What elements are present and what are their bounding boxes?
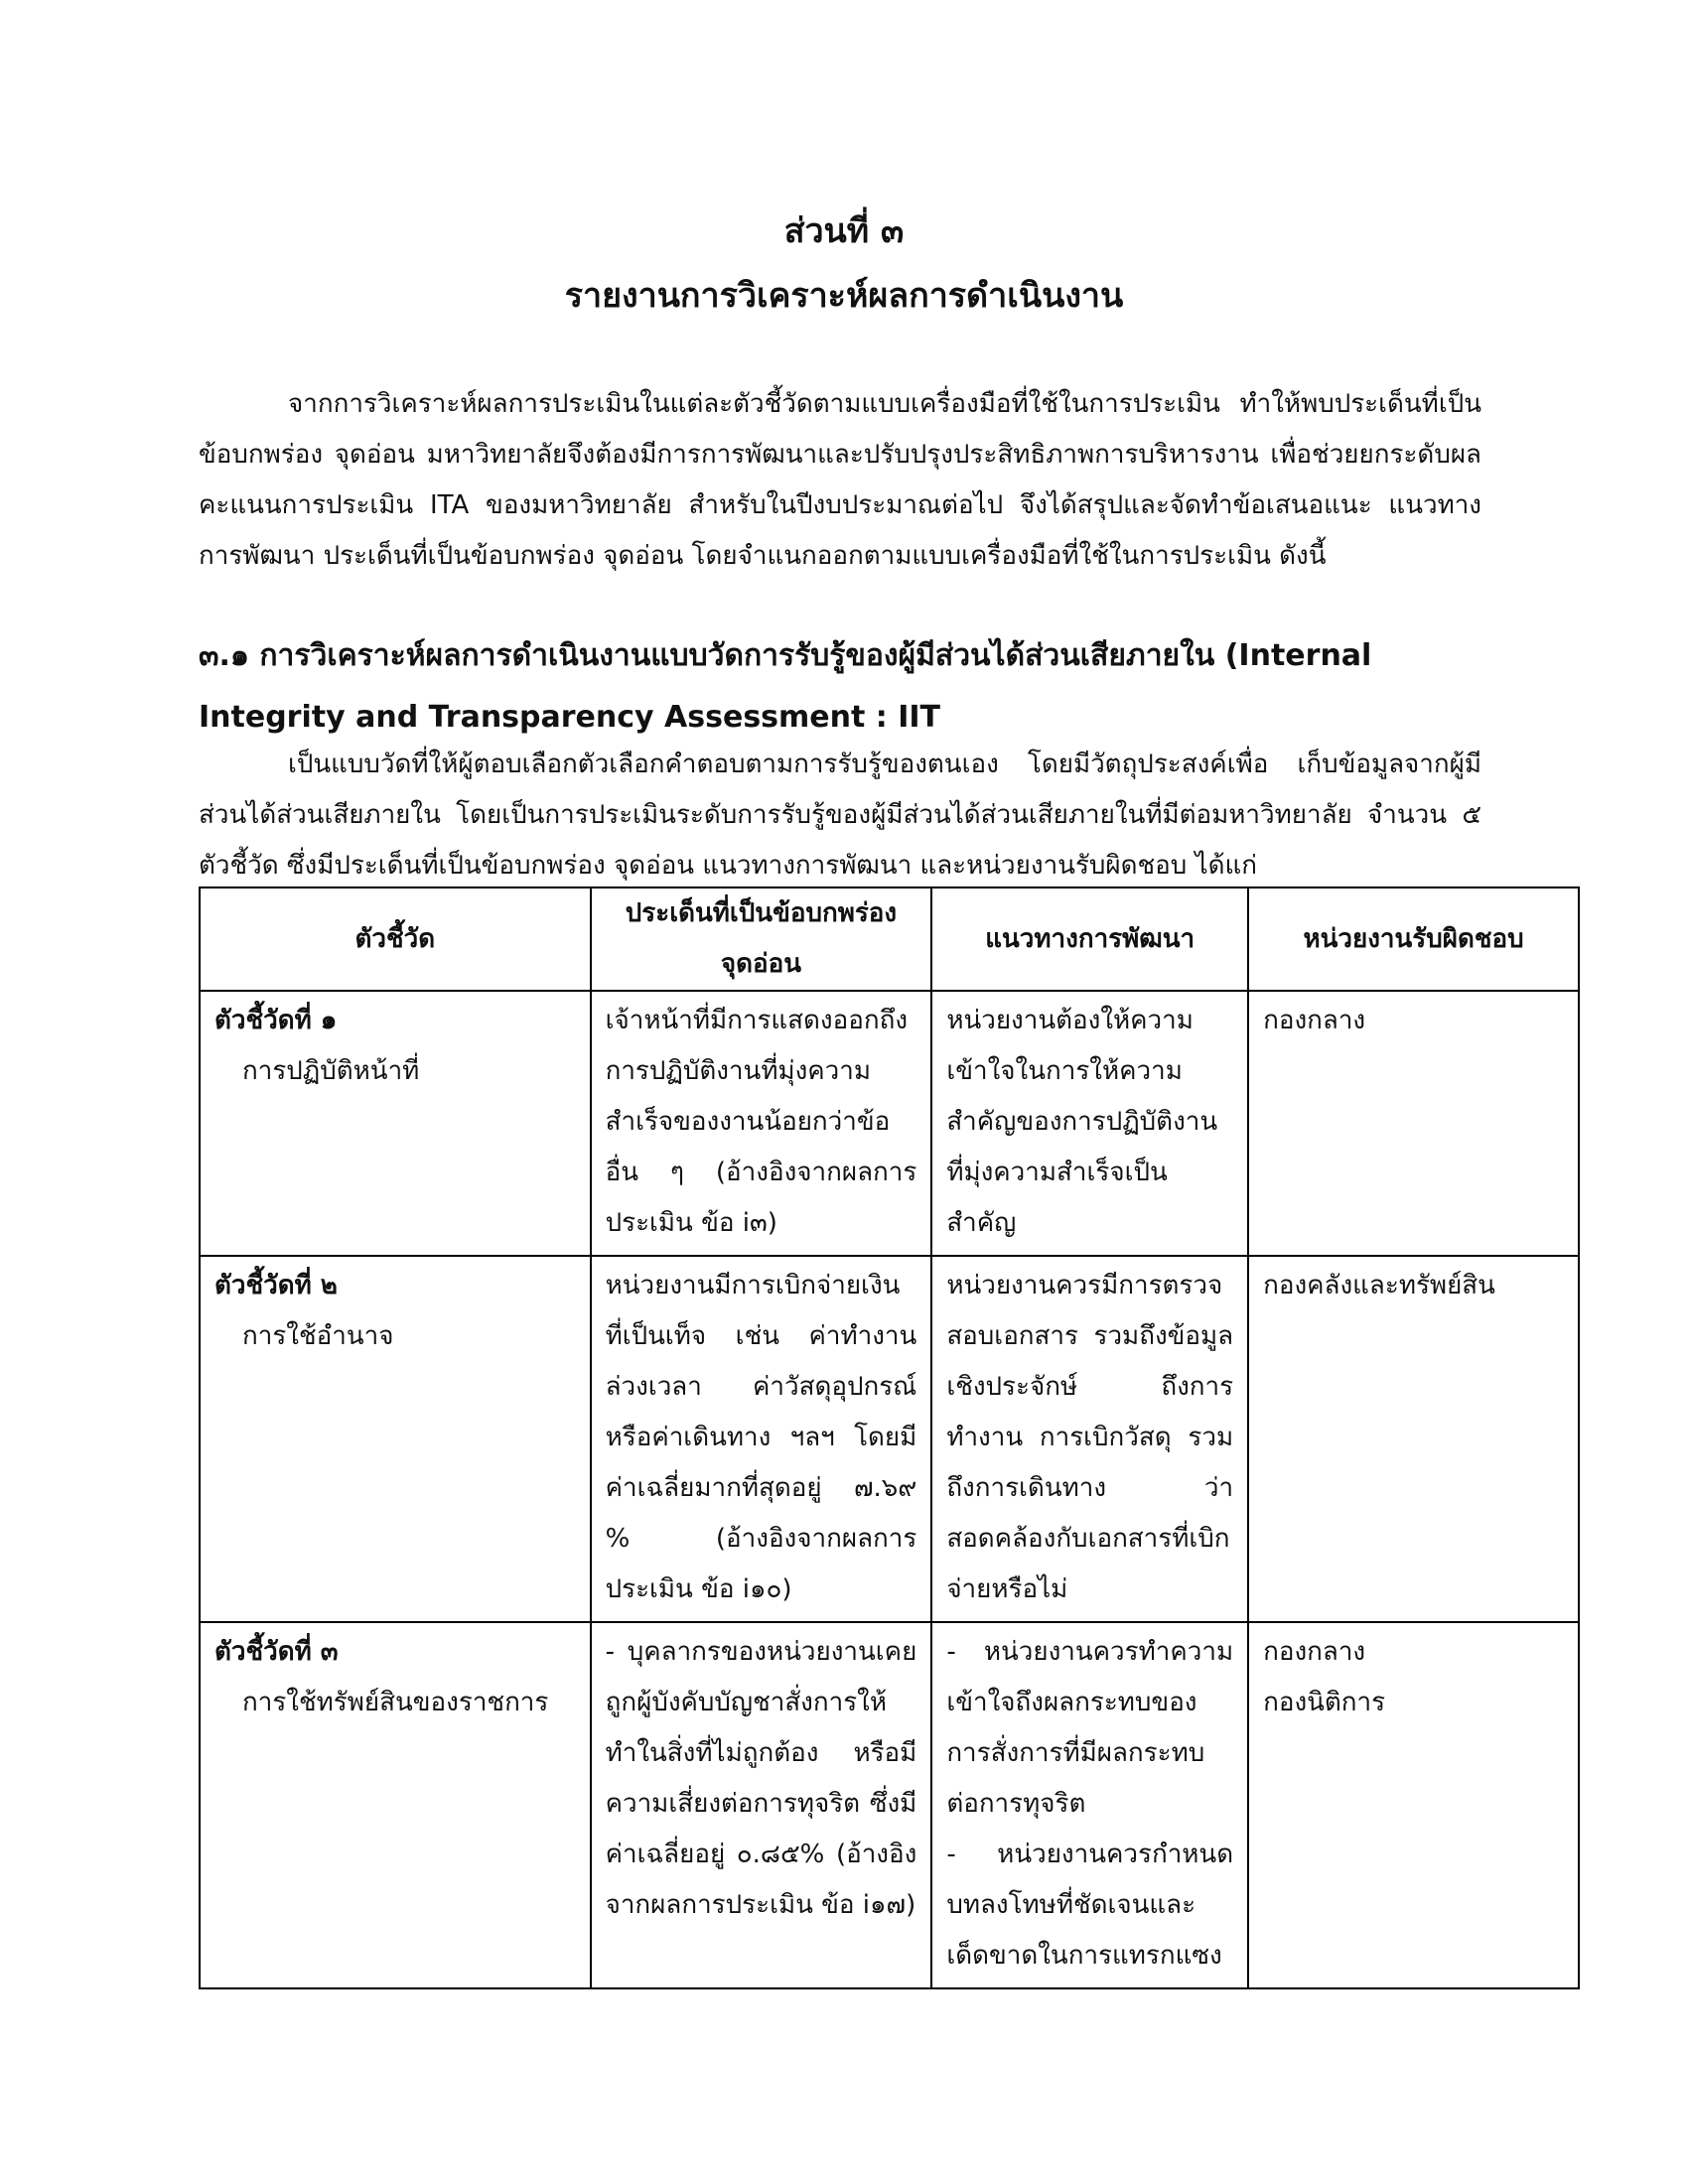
guideline-item: - หน่วยงานควรทำความเข้าใจถึงผลกระทบของการสั่งการที่มีผลกระทบต่อการทุจริต: [946, 1637, 1234, 1819]
indicator-table: [199, 887, 1580, 1989]
guideline-item: - หน่วยงานควรกำหนดบทลงโทษที่ชัดเจนและเด็ดขาดในการแทรกแซง: [946, 1840, 1234, 1971]
section-heading: ๓.๑ การวิเคราะห์ผลการดำเนินงานแบบวัดการรับรู้ของผู้มีส่วนได้ส่วนเสียภายใน (Internal Integrity and Transparency Assessment : IIT: [199, 638, 1372, 735]
indicator-cell: [200, 1256, 591, 1622]
header-weakness: [591, 887, 932, 991]
indicator-name: การใช้ทรัพย์สินของราชการ: [242, 1688, 549, 1717]
responsible-unit: กองนิติการ: [1263, 1688, 1386, 1717]
responsible-cell: [1248, 1622, 1579, 1988]
section-paragraph: [199, 740, 1481, 891]
table-row: [200, 991, 1579, 1256]
indicator-title: ตัวชี้วัดที่ ๓: [214, 1637, 339, 1667]
guideline-cell: [931, 1622, 1248, 1988]
header-responsible: หน่วยงานรับผิดชอบ: [1248, 887, 1579, 991]
indicator-title: ตัวชี้วัดที่ ๒: [214, 1271, 338, 1300]
indicator-name: การปฏิบัติหน้าที่: [242, 1056, 420, 1086]
responsible-cell: [1248, 991, 1579, 1256]
indicator-title: ตัวชี้วัดที่ ๑: [214, 1006, 338, 1035]
report-title: รายงานการวิเคราะห์ผลการดำเนินงาน: [564, 276, 1124, 316]
intro-paragraph: [199, 379, 1481, 582]
intro-text: จากการวิเคราะห์ผลการประเมินในแต่ละตัวชี้วัดตามแบบเครื่องมือที่ใช้ในการประเมิน ทำให้พบประเด็นที่เป็นข้อบกพร่อง จุดอ่อน มหาวิทยาลัยจึงต้องมีการการพัฒนาและปรับปรุงประสิทธิภาพการบริหารงาน เพื่อช่วยยกระดับผลคะแนนการประเมิน ITA ของมหาวิทยาลัย สำหรับในปีงบประมาณต่อไป จึงได้สรุปและจัดทำข้อเสนอแนะ แนวทางการพัฒนา ประเด็นที่เป็นข้อบกพร่อง จุดอ่อน โดยจำแนกออกตามแบบเครื่องมือที่ใช้ในการประเมิน ดังนี้: [199, 389, 1481, 571]
weakness-cell: - บุคลากรของหน่วยงานเคยถูกผู้บังคับบัญชาสั่งการให้ทำในสิ่งที่ไม่ถูกต้อง หรือมีความเสี่ยงต่อการทุจริต ซึ่งมีค่าเฉลี่ยอยู่ ๐.๘๕% (อ้างอิงจากผลการประเมิน ข้อ i๑๗): [591, 1622, 932, 1988]
header-weakness-line1: ประเด็นที่เป็นข้อบกพร่อง: [625, 898, 898, 928]
responsible-unit: กองกลาง: [1263, 1637, 1366, 1667]
weakness-cell: เจ้าหน้าที่มีการแสดงออกถึงการปฏิบัติงานที่มุ่งความสำเร็จของงานน้อยกว่าข้ออื่น ๆ (อ้างอิงจากผลการประเมิน ข้อ i๓): [591, 991, 932, 1256]
header-indicator: ตัวชี้วัด: [200, 887, 591, 991]
indicator-name: การใช้อำนาจ: [242, 1321, 394, 1351]
section-text: เป็นแบบวัดที่ให้ผู้ตอบเลือกตัวเลือกคำตอบตามการรับรู้ของตนเอง โดยมีวัตถุประสงค์เพื่อ เก็บข้อมูลจากผู้มีส่วนได้ส่วนเสียภายใน โดยเป็นการประเมินระดับการรับรู้ของผู้มีส่วนได้ส่วนเสียภายในที่มีต่อมหาวิทยาลัย จำนวน ๕ ตัวชี้วัด ซึ่งมีประเด็นที่เป็นข้อบกพร่อง จุดอ่อน แนวทางการพัฒนา และหน่วยงานรับผิดชอบ ได้แก่: [199, 750, 1481, 881]
part-heading: ส่วนที่ ๓: [783, 211, 905, 251]
table-row: [200, 1622, 1579, 1988]
guideline-cell: หน่วยงานต้องให้ความเข้าใจในการให้ความสำคัญของการปฏิบัติงานที่มุ่งความสำเร็จเป็นสำคัญ: [931, 991, 1248, 1256]
responsible-unit: กองกลาง: [1263, 1006, 1366, 1035]
weakness-cell: หน่วยงานมีการเบิกจ่ายเงินที่เป็นเท็จ เช่น ค่าทำงานล่วงเวลา ค่าวัสดุอุปกรณ์ หรือค่าเดินทาง ฯลฯ โดยมีค่าเฉลี่ยมากที่สุดอยู่ ๗.๖๙ % (อ้างอิงจากผลการประเมิน ข้อ i๑๐): [591, 1256, 932, 1622]
table-header-row: [200, 887, 1579, 991]
indicator-cell: [200, 991, 591, 1256]
indicator-cell: [200, 1622, 591, 1988]
table-row: [200, 1256, 1579, 1622]
responsible-unit: กองคลังและทรัพย์สิน: [1263, 1271, 1495, 1300]
header-weakness-line2: จุดอ่อน: [720, 949, 802, 979]
responsible-cell: [1248, 1256, 1579, 1622]
header-guideline: แนวทางการพัฒนา: [931, 887, 1248, 991]
guideline-cell: หน่วยงานควรมีการตรวจสอบเอกสาร รวมถึงข้อมูลเชิงประจักษ์ ถึงการทำงาน การเบิกวัสดุ รวมถึงการเดินทาง ว่าสอดคล้องกับเอกสารที่เบิกจ่ายหรือไม่: [931, 1256, 1248, 1622]
